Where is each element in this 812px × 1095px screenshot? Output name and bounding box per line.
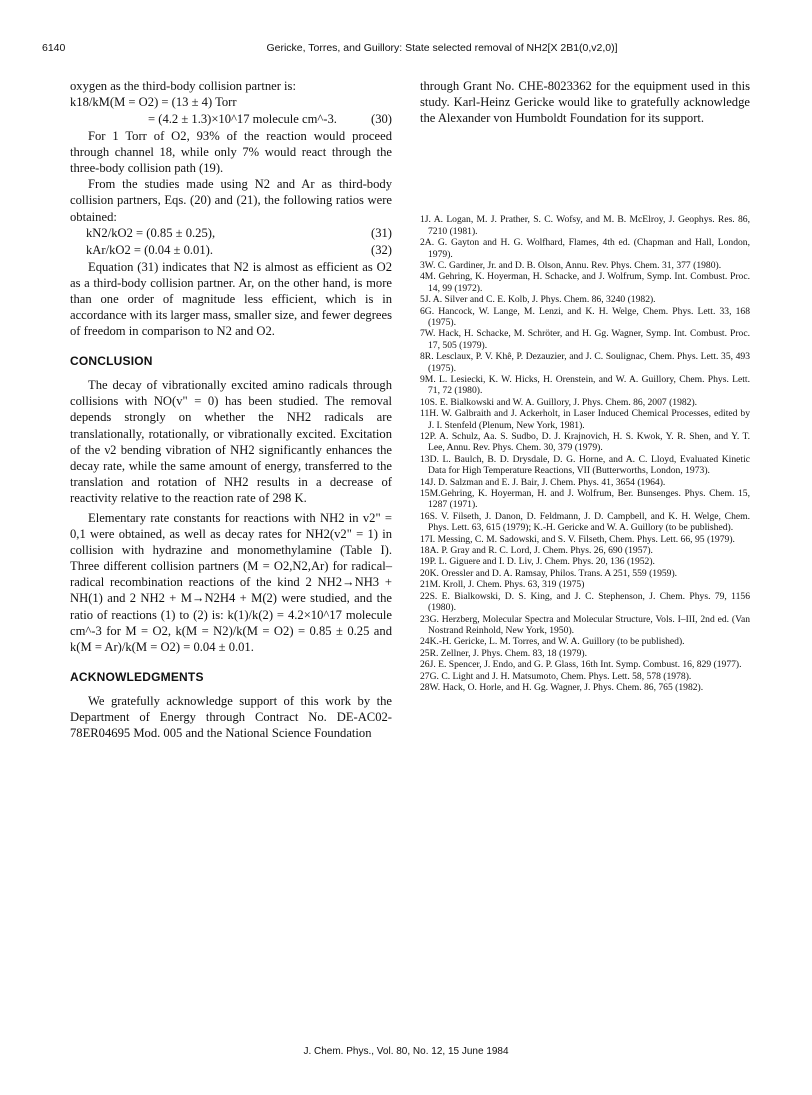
reference-item: 17I. Messing, C. M. Sadowski, and S. V. Filseth, Chem. Phys. Lett. 66, 95 (1979). bbox=[420, 533, 735, 545]
reference-list bbox=[420, 214, 750, 693]
reference-item: 1J. A. Logan, M. J. Prather, S. C. Wofsy, and M. B. McElroy, J. Geophys. Res. 86, 7210 (1981). bbox=[420, 214, 750, 237]
journal-footer: J. Chem. Phys., Vol. 80, No. 12, 15 June 1984 bbox=[303, 1046, 509, 1057]
section-heading-conclusion: CONCLUSION bbox=[70, 354, 153, 369]
equation-32-number: (32) bbox=[371, 242, 392, 257]
reference-item: 4M. Gehring, K. Hoyerman, H. Schacke, and J. Wolfrum, Symp. Int. Combust. Proc. 14, 99 (1972). bbox=[420, 271, 750, 294]
reference-item: 10S. E. Bialkowski and W. A. Guillory, J. Phys. Chem. 86, 2007 (1982). bbox=[420, 396, 698, 408]
reference-item: 23G. Herzberg, Molecular Spectra and Molecular Structure, Vols. I–III, 2nd ed. (Van Nostrand Reinhold, New York, 1950). bbox=[420, 613, 750, 636]
equation-31 bbox=[70, 225, 392, 242]
reference-item: 5J. A. Silver and C. E. Kolb, J. Phys. Chem. 86, 3240 (1982). bbox=[420, 294, 656, 306]
paragraph: We gratefully acknowledge support of this work by the Department of Energy through Contract No. DE-AC02-78ER04695 Mod. 005 and the National Science Foundation bbox=[70, 693, 392, 741]
reference-item: 19P. L. Giguere and I. D. Liv, J. Chem. Phys. 20, 136 (1952). bbox=[420, 556, 655, 568]
reference-item: 22S. E. Bialkowski, D. S. King, and J. C. Stephenson, J. Chem. Phys. 79, 1156 (1980). bbox=[420, 590, 750, 614]
equation-30-number: (30) bbox=[371, 112, 392, 127]
paragraph: From the studies made using N2 and Ar as third-body collision partners, Eqs. (20) and (21), the following ratios were obtained: bbox=[70, 177, 392, 224]
reference-item: 26J. E. Spencer, J. Endo, and G. P. Glass, 16th Int. Symp. Combust. 16, 829 (1977). bbox=[420, 659, 742, 671]
reference-item: 21M. Kroll, J. Chem. Phys. 63, 319 (1975) bbox=[420, 579, 585, 591]
reference-item: 20K. Oressler and D. A. Ramsay, Philos. Trans. A 251, 559 (1959). bbox=[420, 567, 678, 579]
reference-item: 18A. P. Gray and R. C. Lord, J. Chem. Phys. 26, 690 (1957). bbox=[420, 545, 653, 557]
reference-item: 27G. C. Light and J. H. Matsumoto, Chem. Phys. Lett. 58, 578 (1978). bbox=[420, 670, 692, 682]
reference-item: 24K.-H. Gericke, L. M. Torres, and W. A. Guillory (to be published). bbox=[420, 636, 685, 648]
reference-item: 3W. C. Gardiner, Jr. and D. B. Olson, Annu. Rev. Phys. Chem. 31, 377 (1980). bbox=[420, 259, 722, 271]
equation-31-number: (31) bbox=[371, 225, 392, 240]
reference-item: 11H. W. Galbraith and J. Ackerholt, in Laser Induced Chemical Processes, edited by J. I. Stenfeld (Plenum, New York, 1981). bbox=[420, 408, 750, 431]
equation-32-body: kAr/kO2 = (0.04 ± 0.01). bbox=[86, 242, 213, 257]
intro-text: oxygen as the third-body collision partner is: bbox=[70, 79, 296, 93]
reference-item: 13D. L. Baulch, B. D. Drysdale, D. G. Horne, and A. C. Lloyd, Evaluated Kinetic Data for High Temperature Reactions, VII (Butterworths, London, 1973). bbox=[420, 453, 750, 477]
paragraph: The decay of vibrationally excited amino radicals through collisions with NO(v" = 0) has been studied. The removal depends strongly on whether the NH2 radicals are translationally, rotationally, or vibrationally excited. Excitation of the ν2 bending vibration of NH2 significantly enhances the decay rate, while the same amount of energy, transferred to the translation and rotation of NH2 results in a decrease of reactivity relative to the reaction rate of 298 K. bbox=[70, 378, 392, 505]
equation-30-lhs: k18/kM(M = O2) = (13 ± 4) Torr bbox=[70, 95, 237, 110]
running-header bbox=[42, 42, 762, 58]
reference-item: 14J. D. Salzman and E. J. Bair, J. Chem. Phys. 41, 3654 (1964). bbox=[420, 476, 666, 488]
equation-30-line2 bbox=[70, 111, 392, 128]
reference-item: 7W. Hack, H. Schacke, M. Schröter, and H. Gg. Wagner, Symp. Int. Combust. Proc. 17, 505 (1979). bbox=[420, 328, 750, 351]
paragraph: Elementary rate constants for reactions with NH2 in v2" = 0,1 were obtained, as well as decay rates for NH2(v2" = 1) in collision with hydrazine and monomethylamine (Table I). Three different collision partners (M = O2,N2,Ar) for radical–radical recombination reactions of the kind 2 NH2→NH3 + NH(1) and 2 NH2 + M→N2H4 + M(2) were studied, and the ratio of reactions (1) to (2) is: k(1)/k(2) = 4.2×10^17 molecule cm^-3 for M = O2, k(M = N2)/k(M = O2) = 0.85 ± 0.25 and k(M = Ar)/k(M = O2) = 0.04 ± 0.01. bbox=[70, 510, 392, 654]
reference-item: 28W. Hack, O. Horle, and H. Gg. Wagner, J. Phys. Chem. 86, 765 (1982). bbox=[420, 681, 704, 693]
equation-31-body: kN2/kO2 = (0.85 ± 0.25), bbox=[86, 225, 216, 240]
left-column bbox=[70, 78, 392, 741]
reference-item: 9M. L. Lesiecki, K. W. Hicks, H. Orenstein, and W. A. Guillory, Chem. Phys. Lett. 71, 72 (1980). bbox=[420, 373, 750, 397]
section-heading-acknowledgments: ACKNOWLEDGMENTS bbox=[70, 669, 204, 684]
reference-item: 25R. Zellner, J. Phys. Chem. 83, 18 (1979). bbox=[420, 647, 587, 659]
page-number: 6140 bbox=[42, 42, 66, 54]
paragraph: For 1 Torr of O2, 93% of the reaction would proceed through channel 18, while only 7% would react through the three-body collision path (19). bbox=[70, 129, 392, 176]
equation-30-rhs: = (4.2 ± 1.3)×10^17 molecule cm^-3. bbox=[148, 112, 337, 127]
reference-item: 15M.Gehring, K. Hoyerman, H. and J. Wolfrum, Ber. Bunsenges. Phys. Chem. 15, 1287 (1971). bbox=[420, 488, 750, 511]
paragraph: Equation (31) indicates that N2 is almost as efficient as O2 as a third-body collision partner. Ar, on the other hand, is more than one order of magnitude less efficient, which is in accordance with its larger mass, smaller size, and fewer degrees of freedom in comparison to N2 and O2. bbox=[70, 259, 392, 339]
reference-item: 8R. Lesclaux, P. V. Khê, P. Dezauzier, and J. C. Soulignac, Chem. Phys. Lett. 35, 493 (1975). bbox=[420, 351, 750, 374]
reference-item: 2A. G. Gayton and H. G. Wolfhard, Flames, 4th ed. (Chapman and Hall, London, 1979). bbox=[420, 237, 750, 260]
equation-30-line1 bbox=[70, 94, 392, 111]
running-title: Gericke, Torres, and Guillory: State selected removal of NH2[X 2B1(0,v2,0)] bbox=[266, 42, 618, 54]
paragraph: through Grant No. CHE-8023362 for the equipment used in this study. Karl-Heinz Gericke would like to gratefully acknowledge the Alexander von Humboldt Foundation for its support. bbox=[420, 79, 750, 126]
right-column bbox=[420, 78, 750, 693]
reference-item: 12P. A. Schulz, Aa. S. Sudbo, D. J. Krajnovich, H. S. Kwok, Y. R. Shen, and Y. T. Lee, Annu. Rev. Phys. Chem. 30, 379 (1979). bbox=[420, 431, 750, 454]
equation-32 bbox=[70, 242, 392, 259]
reference-item: 6G. Hancock, W. Lange, M. Lenzi, and K. H. Welge, Chem. Phys. Lett. 33, 168 (1975). bbox=[420, 305, 750, 328]
reference-item: 16S. V. Filseth, J. Danon, D. Feldmann, J. D. Campbell, and K. H. Welge, Chem. Phys. Lett. 63, 615 (1979); K.-H. Gericke and W. A. Guillory (to be published). bbox=[420, 510, 750, 534]
